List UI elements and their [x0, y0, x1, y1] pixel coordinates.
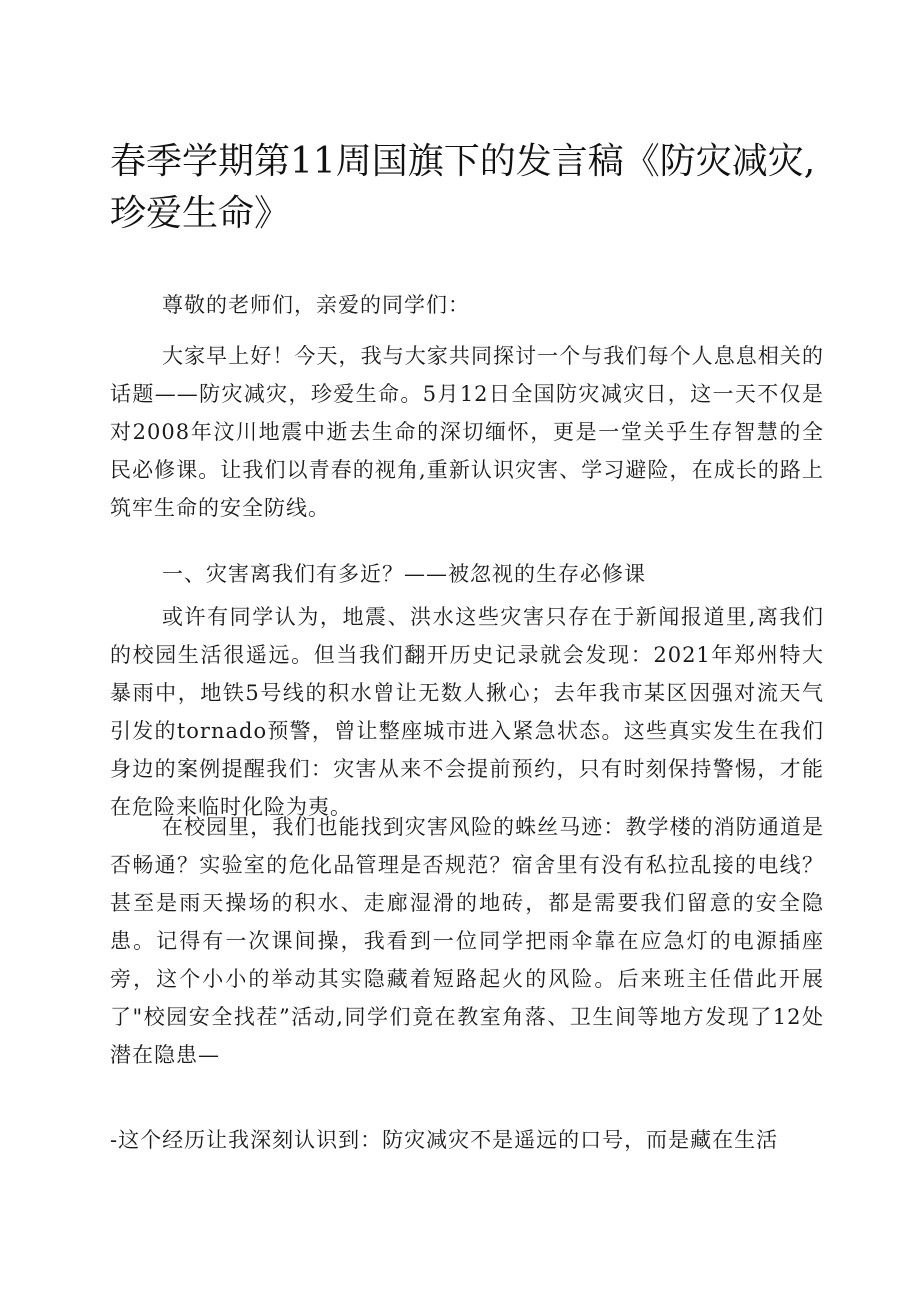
document-title: 春季学期第11周国旗下的发言稿《防灾减灾,珍爱生命》 — [110, 141, 816, 234]
section1-paragraph-1: 或许有同学认为，地震、洪水这些灾害只存在于新闻报道里,离我们的校园生活很遥远。但当我们翻开历史记录就会发现：2021年郑州特大暴雨中，地铁5号线的积水曾让无数人揪心；去年我市某区因强对流天气引发的tornado预警，曾让整座城市进入紧急状态。这些真实发生在我们身边的案例提醒我们：灾害从来不会提前预约，只有时刻保持警惕，才能在危险来临时化险为夷。 — [110, 605, 824, 819]
section1-paragraph-2: 在校园里，我们也能找到灾害风险的蛛丝马迹：教学楼的消防通道是否畅通？实验室的危化品管理是否规范？宿舍里有没有私拉乱接的电线？甚至是雨天操场的积水、走廊湿滑的地砖，都是需要我们留意的安全隐患。记得有一次课间操，我看到一位同学把雨伞靠在应急灯的电源插座旁，这个小小的举动其实隐藏着短路起火的风险。后来班主任借此开展了"校园安全找茬”活动,同学们竟在教室角落、卫生间等地方发现了12处潜在隐患— — [110, 815, 824, 1067]
section-heading-1: 一、灾害离我们有多近？——被忽视的生存必修课 — [162, 562, 646, 586]
section1-paragraph-3: -这个经历让我深刻认识到：防灾减灾不是遥远的口号，而是藏在生活 — [110, 1128, 779, 1152]
greeting-paragraph: 尊敬的老师们，亲爱的同学们： — [162, 293, 470, 317]
intro-paragraph: 大家早上好！今天，我与大家共同探讨一个与我们每个人息息相关的话题——防灾减灾，珍爱生命。5月12日全国防灾减灾日，这一天不仅是对2008年汶川地震中逝去生命的深切缅怀，更是一堂关乎生存智慧的全民必修课。让我们以青春的视角,重新认识灾害、学习避险，在成长的路上筑牢生命的安全防线。 — [110, 344, 824, 520]
